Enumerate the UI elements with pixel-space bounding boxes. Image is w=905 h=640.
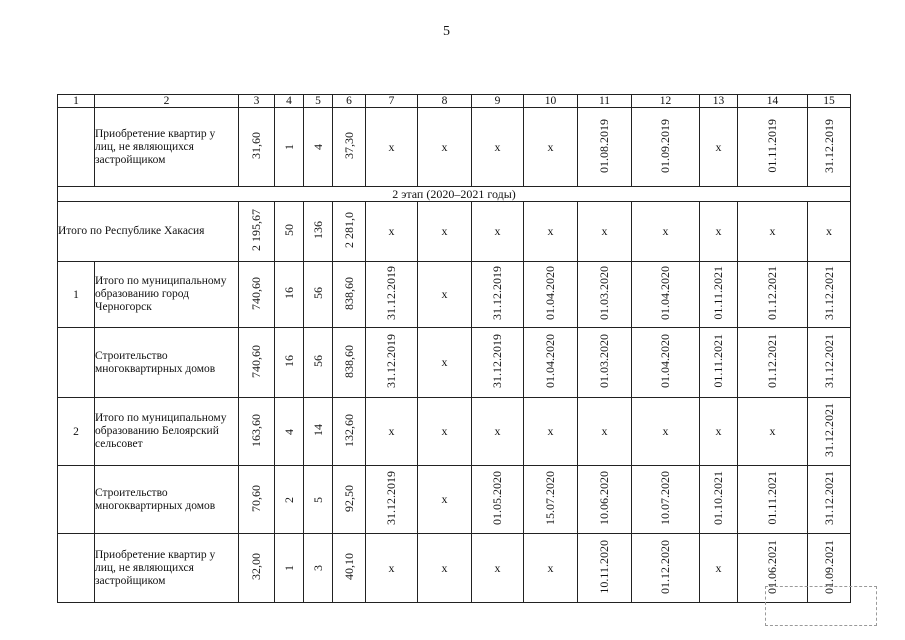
row-index xyxy=(58,108,95,187)
cell-value: 838,60 xyxy=(341,344,356,378)
cell-col-11 xyxy=(578,534,632,603)
cell-col-3 xyxy=(239,466,275,534)
table-row xyxy=(58,398,851,466)
cell-col-4 xyxy=(275,202,304,262)
cell-col-10 xyxy=(524,202,578,262)
cell-value: x xyxy=(547,424,554,438)
cell-value: 01.08.2019 xyxy=(597,118,611,173)
row-label: Приобретение квартир у лиц, не являющихся застройщиком xyxy=(95,534,239,603)
cell-col-8 xyxy=(418,328,472,398)
cell-col-6 xyxy=(333,534,366,603)
cell-value: 136 xyxy=(310,221,325,239)
cell-col-14 xyxy=(738,108,808,187)
cell-col-3 xyxy=(239,534,275,603)
section-row xyxy=(58,187,851,202)
cell-col-9 xyxy=(472,534,524,603)
cell-value: x xyxy=(601,224,608,238)
cell-col-9 xyxy=(472,466,524,534)
column-number-15: 15 xyxy=(808,95,851,108)
cell-col-9 xyxy=(472,398,524,466)
cell-col-10 xyxy=(524,328,578,398)
cell-value: x xyxy=(388,424,395,438)
cell-col-14 xyxy=(738,466,808,534)
column-number-6: 6 xyxy=(333,95,366,108)
cell-col-12 xyxy=(632,398,700,466)
cell-value: 01.04.2020 xyxy=(543,334,557,388)
cell-value: 01.10.2021 xyxy=(711,471,725,525)
cell-col-13 xyxy=(700,466,738,534)
cell-value: 2 195,67 xyxy=(249,209,263,251)
cell-col-12 xyxy=(632,466,700,534)
cell-col-11 xyxy=(578,262,632,328)
cell-value: 31.12.2019 xyxy=(384,471,398,525)
cell-col-7 xyxy=(366,466,418,534)
row-index xyxy=(58,466,95,534)
cell-value: x xyxy=(662,224,669,238)
cell-value: 01.12.2021 xyxy=(765,334,779,388)
cell-col-8 xyxy=(418,108,472,187)
cell-value: x xyxy=(601,424,608,438)
cell-col-15 xyxy=(808,108,851,187)
cell-value: 132,60 xyxy=(341,413,356,447)
cell-col-5 xyxy=(304,534,333,603)
cell-value: 163,60 xyxy=(249,413,263,447)
row-label: Итого по муниципальному образованию Белоярский сельсовет xyxy=(95,398,239,466)
cell-col-6 xyxy=(333,466,366,534)
cell-col-14 xyxy=(738,328,808,398)
cell-value: 5 xyxy=(310,496,325,503)
cell-value: x xyxy=(441,355,448,369)
cell-value: 01.11.2019 xyxy=(765,118,779,173)
cell-value: x xyxy=(826,224,832,238)
row-label: Приобретение квартир у лиц, не являющихся застройщиком xyxy=(95,108,239,187)
cell-value: x xyxy=(388,560,395,575)
cell-value: 50 xyxy=(281,224,296,236)
cell-col-5 xyxy=(304,262,333,328)
cell-value: 56 xyxy=(310,355,325,367)
cell-value: 70,60 xyxy=(249,484,263,512)
cell-col-4 xyxy=(275,466,304,534)
cell-col-12 xyxy=(632,202,700,262)
cell-col-5 xyxy=(304,202,333,262)
table-row xyxy=(58,108,851,187)
cell-col-15 xyxy=(808,466,851,534)
cell-col-8 xyxy=(418,534,472,603)
row-index: 1 xyxy=(58,262,95,328)
cell-col-6 xyxy=(333,398,366,466)
cell-value: x xyxy=(494,424,501,438)
column-number-12: 12 xyxy=(632,95,700,108)
cell-col-7 xyxy=(366,202,418,262)
cell-value: 31.12.2021 xyxy=(821,403,836,457)
cell-col-3 xyxy=(239,328,275,398)
cell-col-6 xyxy=(333,328,366,398)
cell-value: 31.12.2021 xyxy=(821,471,836,525)
cell-value: 01.04.2020 xyxy=(543,266,557,320)
cell-value: 1 xyxy=(281,144,296,150)
cell-col-10 xyxy=(524,398,578,466)
cell-col-3 xyxy=(239,398,275,466)
cell-col-8 xyxy=(418,202,472,262)
cell-col-7 xyxy=(366,262,418,328)
cell-col-14 xyxy=(738,262,808,328)
schedule-table xyxy=(57,94,851,603)
cell-value: x xyxy=(547,560,554,575)
cell-col-7 xyxy=(366,328,418,398)
cell-value: 01.09.2021 xyxy=(821,539,836,594)
cell-value: 01.05.2020 xyxy=(490,471,504,525)
cell-col-4 xyxy=(275,108,304,187)
cell-col-12 xyxy=(632,328,700,398)
cell-value: 31.12.2019 xyxy=(490,266,504,320)
column-number-4: 4 xyxy=(275,95,304,108)
column-number-2: 2 xyxy=(95,95,239,108)
cell-value: x xyxy=(441,492,448,506)
column-number-7: 7 xyxy=(366,95,418,108)
cell-col-5 xyxy=(304,398,333,466)
cell-value: x xyxy=(494,139,501,154)
cell-col-15 xyxy=(808,398,851,466)
cell-value: 31.12.2021 xyxy=(821,334,836,388)
cell-value: 01.03.2020 xyxy=(597,334,611,388)
cell-value: 740,60 xyxy=(249,344,263,378)
table-row xyxy=(58,202,851,262)
cell-col-9 xyxy=(472,262,524,328)
cell-col-15 xyxy=(808,262,851,328)
cell-value: 31,60 xyxy=(249,132,263,159)
column-number-1: 1 xyxy=(58,95,95,108)
cell-col-13 xyxy=(700,328,738,398)
cell-col-14 xyxy=(738,202,808,262)
cell-col-7 xyxy=(366,108,418,187)
cell-value: x xyxy=(441,287,448,301)
cell-value: 10.06.2020 xyxy=(597,471,611,525)
cell-value: 15.07.2020 xyxy=(543,471,557,525)
cell-value: 16 xyxy=(281,355,296,367)
cell-col-7 xyxy=(366,398,418,466)
cell-col-4 xyxy=(275,534,304,603)
cell-col-11 xyxy=(578,328,632,398)
cell-value: x xyxy=(388,139,395,154)
cell-col-13 xyxy=(700,398,738,466)
cell-col-11 xyxy=(578,202,632,262)
cell-value: 4 xyxy=(310,144,325,150)
cell-value: 92,50 xyxy=(341,484,356,512)
cell-col-7 xyxy=(366,534,418,603)
cell-value: 40,10 xyxy=(341,553,356,580)
cell-col-12 xyxy=(632,262,700,328)
cell-value: 740,60 xyxy=(249,276,263,310)
cell-col-9 xyxy=(472,202,524,262)
cell-col-4 xyxy=(275,262,304,328)
page-number: 5 xyxy=(443,24,450,39)
cell-col-13 xyxy=(700,262,738,328)
cell-value: 01.09.2019 xyxy=(658,118,672,173)
row-label: Строительство многоквартирных домов xyxy=(95,466,239,534)
cell-value: 31.12.2019 xyxy=(821,118,836,173)
column-number-5: 5 xyxy=(304,95,333,108)
cell-col-3 xyxy=(239,202,275,262)
cell-value: x xyxy=(441,224,448,238)
cell-col-9 xyxy=(472,328,524,398)
cell-value: 10.07.2020 xyxy=(658,471,672,525)
cell-value: 01.03.2020 xyxy=(597,266,611,320)
cell-value: 01.04.2020 xyxy=(658,334,672,388)
cell-col-10 xyxy=(524,466,578,534)
cell-value: x xyxy=(388,224,395,238)
table-row xyxy=(58,262,851,328)
cell-col-5 xyxy=(304,466,333,534)
column-number-3: 3 xyxy=(239,95,275,108)
cell-col-13 xyxy=(700,108,738,187)
cell-col-12 xyxy=(632,108,700,187)
cell-value: x xyxy=(662,424,669,438)
cell-col-8 xyxy=(418,466,472,534)
cell-value: x xyxy=(715,560,722,575)
cell-col-10 xyxy=(524,262,578,328)
cell-value: 01.12.2021 xyxy=(765,266,779,320)
cell-value: x xyxy=(494,560,501,575)
cell-col-13 xyxy=(700,534,738,603)
cell-value: x xyxy=(494,224,501,238)
cell-value: x xyxy=(547,224,554,238)
cell-col-4 xyxy=(275,328,304,398)
cell-col-10 xyxy=(524,534,578,603)
cell-col-12 xyxy=(632,534,700,603)
column-number-9: 9 xyxy=(472,95,524,108)
cell-col-11 xyxy=(578,466,632,534)
cell-value: 56 xyxy=(310,287,325,299)
cell-value: x xyxy=(441,560,448,575)
row-index xyxy=(58,328,95,398)
cell-col-5 xyxy=(304,328,333,398)
cell-value: x xyxy=(769,224,776,238)
cell-col-6 xyxy=(333,202,366,262)
cell-col-11 xyxy=(578,398,632,466)
section-title: 2 этап (2020–2021 годы) xyxy=(58,187,851,202)
column-number-10: 10 xyxy=(524,95,578,108)
row-index: 2 xyxy=(58,398,95,466)
cell-value: 838,60 xyxy=(341,276,356,310)
cell-value: x xyxy=(715,424,722,438)
row-label: Итого по муниципальному образованию город Черногорск xyxy=(95,262,239,328)
cell-value: x xyxy=(715,224,722,238)
cell-value: 01.12.2020 xyxy=(658,539,672,594)
cell-value: 3 xyxy=(310,565,325,571)
cell-value: 2 xyxy=(281,496,296,503)
cell-col-10 xyxy=(524,108,578,187)
column-number-8: 8 xyxy=(418,95,472,108)
cell-value: 10.11.2020 xyxy=(597,539,611,594)
cell-value: x xyxy=(715,139,722,154)
cell-col-15 xyxy=(808,202,851,262)
cell-value: 32,00 xyxy=(249,553,263,580)
cell-col-8 xyxy=(418,398,472,466)
cell-col-14 xyxy=(738,398,808,466)
cell-value: 01.11.2021 xyxy=(711,334,725,388)
header-row xyxy=(58,95,851,108)
table-row xyxy=(58,534,851,603)
cell-col-13 xyxy=(700,202,738,262)
table-row xyxy=(58,328,851,398)
cell-value: x xyxy=(769,424,776,438)
cell-value: 2 281,0 xyxy=(341,212,356,248)
cell-col-5 xyxy=(304,108,333,187)
cell-col-11 xyxy=(578,108,632,187)
table-row xyxy=(58,466,851,534)
cell-col-9 xyxy=(472,108,524,187)
cell-value: 16 xyxy=(281,287,296,299)
column-number-11: 11 xyxy=(578,95,632,108)
cell-value: 31.12.2021 xyxy=(821,266,836,320)
cell-col-3 xyxy=(239,108,275,187)
cell-col-6 xyxy=(333,108,366,187)
cell-value: x xyxy=(547,139,554,154)
cell-value: 4 xyxy=(281,428,296,435)
cell-value: 1 xyxy=(281,565,296,571)
cell-value: x xyxy=(441,139,448,154)
column-number-14: 14 xyxy=(738,95,808,108)
cell-value: 01.11.2021 xyxy=(765,471,779,525)
cell-value: 31.12.2019 xyxy=(490,334,504,388)
cell-value: 01.11.2021 xyxy=(711,266,725,320)
column-number-13: 13 xyxy=(700,95,738,108)
cell-value: 31.12.2019 xyxy=(384,266,398,320)
row-index xyxy=(58,534,95,603)
cell-value: 01.04.2020 xyxy=(658,266,672,320)
cell-col-6 xyxy=(333,262,366,328)
cell-col-15 xyxy=(808,328,851,398)
cell-value: 14 xyxy=(310,424,325,436)
cell-col-3 xyxy=(239,262,275,328)
row-label: Строительство многоквартирных домов xyxy=(95,328,239,398)
cell-value: 01.06.2021 xyxy=(765,539,779,594)
cell-value: 31.12.2019 xyxy=(384,334,398,388)
cell-col-8 xyxy=(418,262,472,328)
row-label: Итого по Республике Хакасия xyxy=(58,202,239,262)
cell-value: x xyxy=(441,424,448,438)
cell-col-4 xyxy=(275,398,304,466)
cell-value: 37,30 xyxy=(341,132,356,159)
scan-stamp xyxy=(765,586,877,626)
